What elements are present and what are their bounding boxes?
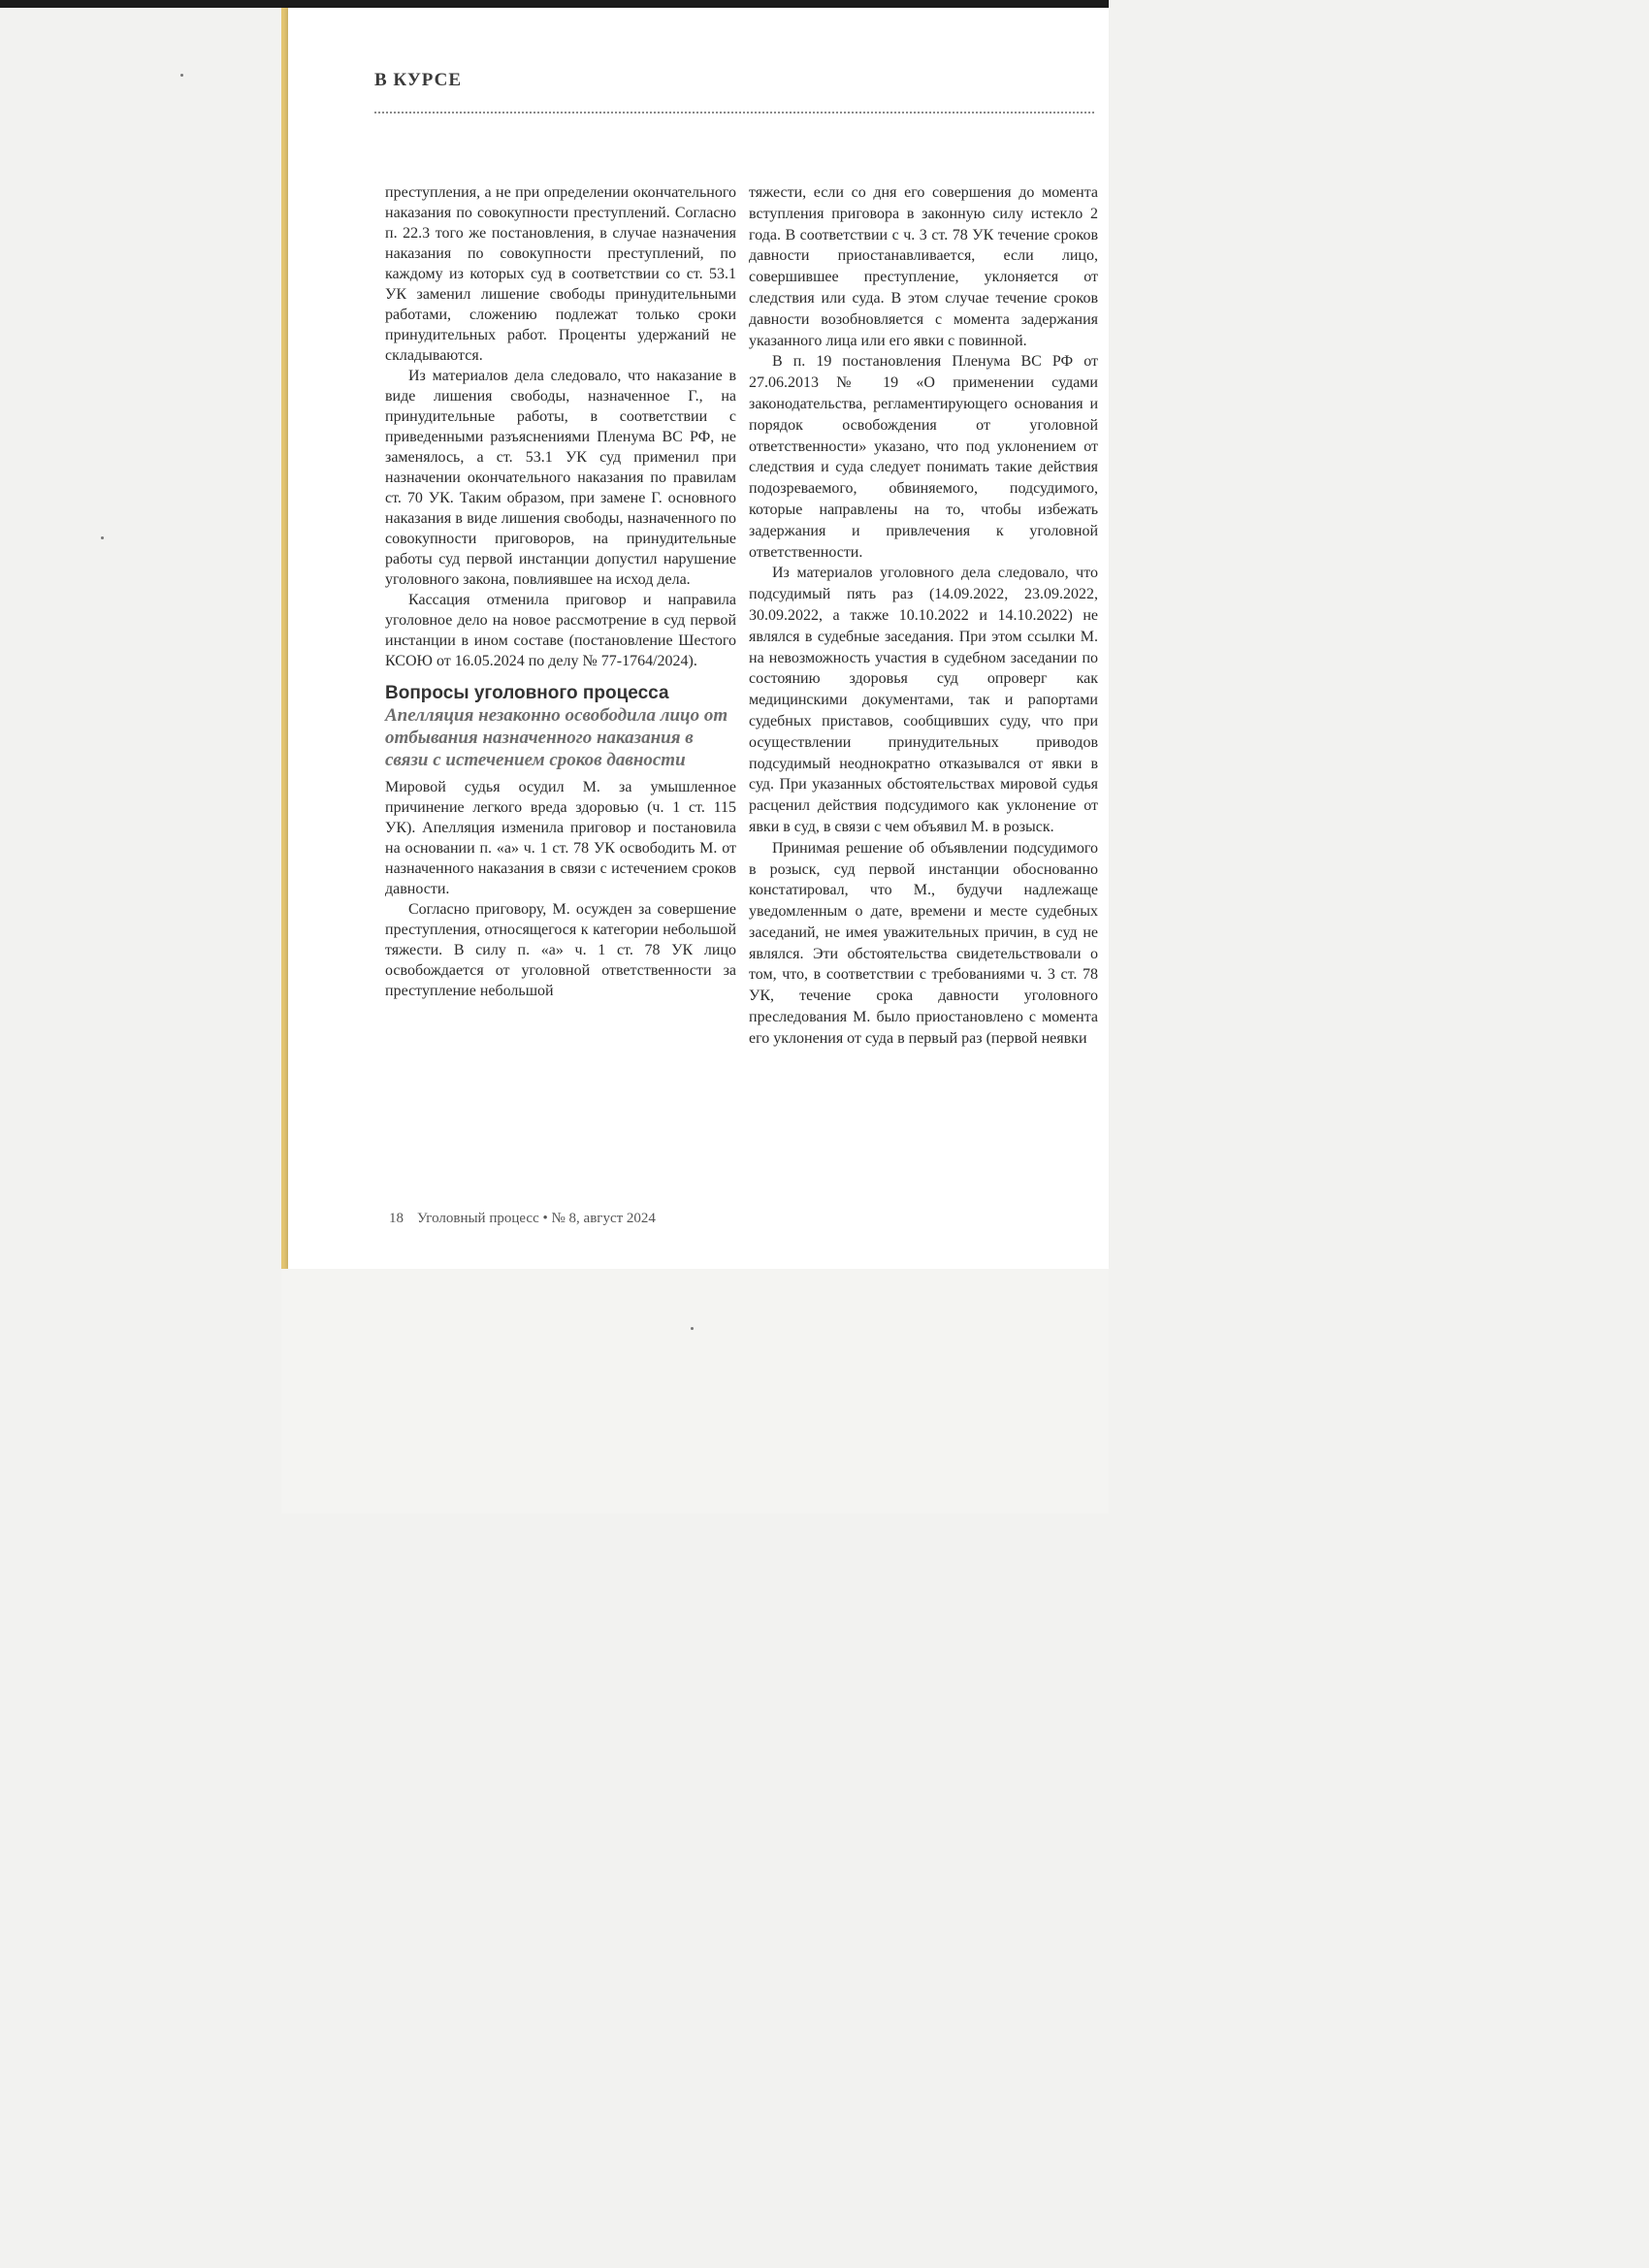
running-head: В КУРСЕ — [374, 70, 462, 90]
paragraph: Принимая решение об объявлении подсудимого в розыск, суд первой инстанции обоснованно констатировал, что М., будучи надлежаще уведомленным о дате, времени и месте судебных заседаний, не имея уважительных причин, в суд не являлся. Эти обстоятельства свидетельствовали о том, что, в соответствии с требованиями ч. 3 ст. 78 УК, течение срока давности уголовного преследования М. было приостановлено с момента его уклонения от суда в первый раз (первой неявки — [749, 839, 1098, 1047]
paragraph: Из материалов дела следовало, что наказание в виде лишения свободы, назначенное Г., на принудительные работы, в соответствии с приведенными разъяснениями Пленума ВС РФ, не заменялось, а ст. 53.1 УК суд применил при назначении окончательного наказания по правилам ст. 70 УК. Таким образом, при замене Г. основного наказания в виде лишения свободы, назначенного по совокупности приговоров, на принудительные работы суд первой инстанции допустил нарушение уголовного закона, повлиявшее на исход дела. — [385, 368, 736, 588]
magazine-page — [288, 8, 1109, 1269]
scan-speck — [101, 536, 104, 539]
header-divider — [374, 112, 1094, 113]
section-heading: Вопросы уголовного процесса — [385, 683, 669, 703]
page-number: 18 — [389, 1211, 404, 1226]
right-column — [749, 182, 1098, 1050]
paragraph: преступления, а не при определении окончательного наказания по совокупности преступлений. Согласно п. 22.3 того же постановления, в случае назначения наказания по совокупности преступлений, по каждому из которых суд в соответствии со ст. 53.1 УК заменил лишение свободы принудительными работами, сложению подлежат только сроки принудительных работ. Проценты удержаний не складываются. — [385, 184, 736, 364]
paragraph: Из материалов уголовного дела следовало, что подсудимый пять раз (14.09.2022, 23.09.2022, 30.09.2022, а также 10.10.2022 и 14.10.2022) не являлся в судебные заседания. При этом ссылки М. на невозможность участия в судебном заседании по состоянию здоровья суд опроверг как медицинскими документами, так и рапортами судебных приставов, сообщивших суду, что при осуществлении принудительных приводов подсудимый неоднократно отказывался от явки в суд. При указанных обстоятельствах мировой судья расценил действия подсудимого как уклонение от явки в суд, в связи с чем объявил М. в розыск. — [749, 565, 1098, 835]
paragraph: тяжести, если со дня его совершения до момента вступления приговора в законную силу истекло 2 года. В соответствии с ч. 3 ст. 78 УК течение сроков давности приостанавливается, если лицо, совершившее преступление, уклоняется от следствия или суда. В этом случае течение сроков давности возобновляется с момента задержания указанного лица или его явки с повинной. — [749, 184, 1098, 349]
journal-issue: Уголовный процесс • № 8, август 2024 — [417, 1211, 656, 1226]
scan-speck — [691, 1327, 694, 1330]
page-footer — [389, 1211, 656, 1227]
scan-edge-top — [0, 0, 1109, 8]
paragraph: Кассация отменила приговор и направила уголовное дело на новое рассмотрение в суд первой инстанции в ином составе (постановление Шестого КСОЮ от 16.05.2024 по делу № 77-1764/2024). — [385, 592, 736, 669]
scan-background-bottom — [281, 1269, 1109, 1513]
section-subheading: Апелляция незаконно освободила лицо от отбывания назначенного наказания в связи с истечением сроков давности — [385, 705, 728, 770]
paragraph: В п. 19 постановления Пленума ВС РФ от 27.06.2013 № 19 «О применении судами законодательства, регламентирующего основания и порядок освобождения от уголовной ответственности» указано, что под уклонением от следствия и суда следует понимать такие действия подозреваемого, обвиняемого, подсудимого, которые направлены на то, чтобы избежать задержания и привлечения к уголовной ответственности. — [749, 353, 1098, 561]
paragraph: Согласно приговору, М. осужден за совершение преступления, относящегося к категории небольшой тяжести. В силу п. «а» ч. 1 ст. 78 УК лицо освобождается от уголовной ответственности за преступление небольшой — [385, 901, 736, 999]
left-column — [385, 182, 736, 1001]
gutter-stripe — [281, 8, 288, 1269]
scan-speck — [180, 74, 183, 77]
paragraph: Мировой судья осудил М. за умышленное причинение легкого вреда здоровью (ч. 1 ст. 115 УК). Апелляция изменила приговор и постановила на основании п. «а» ч. 1 ст. 78 УК освободить М. от назначенного наказания в связи с истечением сроков давности. — [385, 779, 736, 897]
